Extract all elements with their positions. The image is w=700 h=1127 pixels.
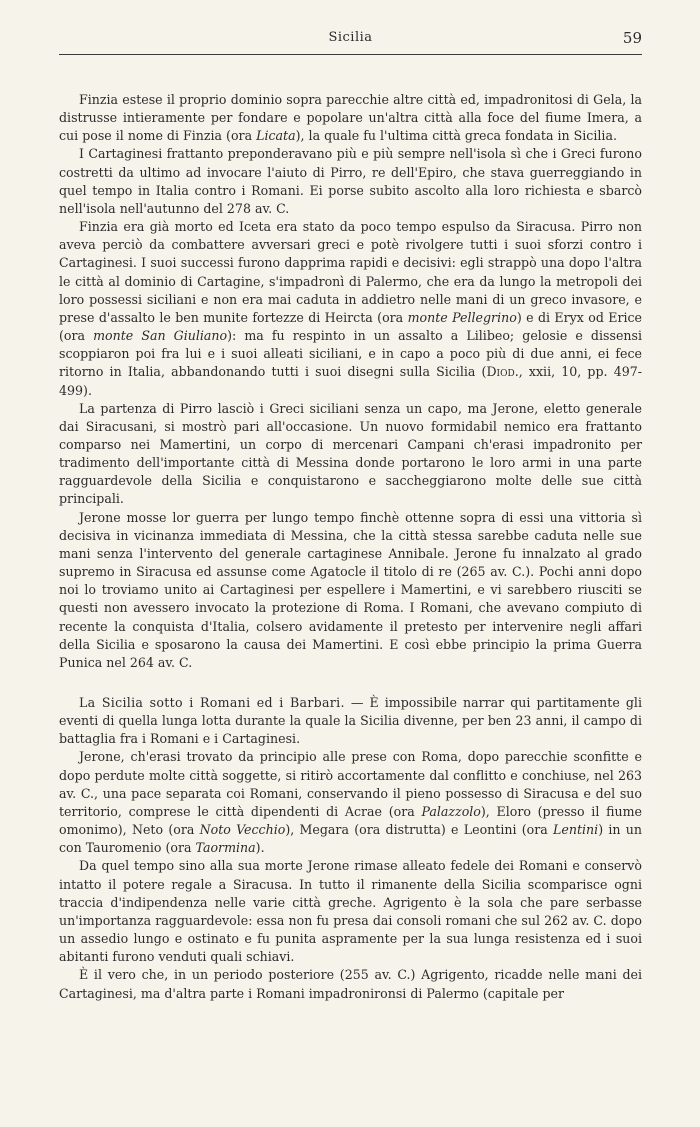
paragraph-mamertini: La partenza di Pirro lasciò i Greci siciliani senza un capo, ma Jerone, eletto generale dai Siracusani, si mostrò pari all'occasione. Un nuovo formidabil nemico era frattanto comparso nei Mamertini, un corpo di mercenari Campani ch'erasi impadronito per tradimento dell'importante città di Messina donde portarono le loro armi in una parte ragguardevole della Sicilia e conquistarono e saccheggiarono molte delle sue città principali. — [59, 400, 642, 507]
page-number: 59 — [622, 29, 642, 47]
paragraph-jerone-war: Jerone mosse lor guerra per lungo tempo finchè ottenne sopra di essi una vittoria sì decisiva in vicinanza immediata di Messina, che la città stessa sarebbe caduta nelle sue mani senza l'intervento del generale cartaginese Annibale. Jerone fu innalzato al grado supremo in Siracusa ed assunse come Agatocle il titolo di re (265 av. C.). Pochi anni dopo noi lo troviamo unito ai Cartaginesi per espellere i Mamertini, e vi sarebbero riusciti se questi non avessero invocato la protezione di Roma. I Romani, che avevano compiuto di recente la conquista d'Italia, colsero avidamente il pretesto per intervenire negli affari della Sicilia e sposarono la causa dei Mamertini. E così ebbe principio la prima Guerra Punica nel 264 av. C. — [59, 509, 642, 670]
running-title: Sicilia — [328, 30, 373, 45]
paragraph-pirro-campaign: Finzia era già morto ed Iceta era stato da poco tempo espulso da Siracusa. Pirro non aveva perciò da combattere avversari greci e potè rivolgere tutti i suoi sforzi contro i Cartaginesi. I suoi successi furono dapprima rapidi e decisivi: egli strappò una dopo l'altra le città al dominio di Cartagine, s'impadronì di Palermo, che era da lungo la metropoli dei loro possessi siciliani e non era mai caduta in addietro nelle mani di un greco invasore, e prese d'assalto le ben munite fortezze di Heircta (ora monte Pellegrino) e di Eryx od Erice (ora monte San Giuliano): ma fu respinto in un assalto a Lilibeo; gelosie e dissensi scoppiaron poi fra lui e i suoi alleati siciliani, e in capo a poco più di due anni, ei fece ritorno in Italia, abbandonando tutti i suoi disegni sulla Sicilia (Diod., xxii, 10, pp. 497-499). — [59, 219, 643, 398]
section-gap — [59, 672, 642, 694]
paragraph-finzia: Finzia estese il proprio dominio sopra parecchie altre città ed, impadronitosi di Gela, la distrusse intieramente per fondare e popolare un'altra città alla foce del fiume Imera, a cui pose il nome di Finzia (ora Licata), la quale fu l'ultima città greca fondata in Sicilia. — [59, 92, 642, 144]
paragraph-jerone-peace: Jerone, ch'erasi trovato da principio alle prese con Roma, dopo parecchie sconfitte e dopo perdute molte città soggette, si ritirò accortamente dal conflitto e conchiuse, nel 263 av. C., una pace separata coi Romani, conservando il pieno possesso di Siracusa e del suo territorio, comprese le città dipendenti di Acrae (ora Palazzolo), Eloro (presso il fiume omonimo), Neto (ora Noto Vecchio), Megara (ora distrutta) e Leontini (ora Lentini) in un con Tauromenio (ora Taormina). — [59, 749, 642, 856]
paragraph-agrigento: Da quel tempo sino alla sua morte Jerone rimase alleato fedele dei Romani e conservò intatto il potere regale a Siracusa. In tutto il rimanente della Sicilia scomparisce ogni traccia d'indipendenza nelle varie città greche. Agrigento è la sola che pare serbasse un'importanza ragguardevole: essa non fu presa dai consoli romani che sul 262 av. C. dopo un assedio lungo e ostinato e fu punita aspramente per la sua lunga resistenza ed i suoi abitanti furono venduti quali schiavi. — [59, 858, 642, 965]
section-title: La Sicilia sotto i Romani ed i Barbari. — [79, 695, 345, 710]
paragraph-section-romani: La Sicilia sotto i Romani ed i Barbari. — È impossibile narrar qui partitamente gli eventi di quella lunga lotta durante la quale la Sicilia divenne, per ben 23 anni, il campo di battaglia fra i Romani e i Cartaginesi. — [59, 695, 642, 747]
page-body — [59, 91, 642, 1003]
paragraph-pirro-call: I Cartaginesi frattanto preponderavano più e più sempre nell'isola sì che i Greci furono costretti da ultimo ad invocare l'aiuto di Pirro, re dell'Epiro, che stava guerreggiando in quel tempo in Italia contro i Romani. Ei porse subito ascolto alla loro richiesta e sbarcò nell'isola nell'autunno del 278 av. C. — [59, 146, 642, 216]
paragraph-palermo: È il vero che, in un periodo posteriore (255 av. C.) Agrigento, ricadde nelle mani dei Cartaginesi, ma d'altra parte i Romani impadronironsi di Palermo (capitale per — [59, 967, 642, 1001]
page-header — [59, 28, 642, 55]
